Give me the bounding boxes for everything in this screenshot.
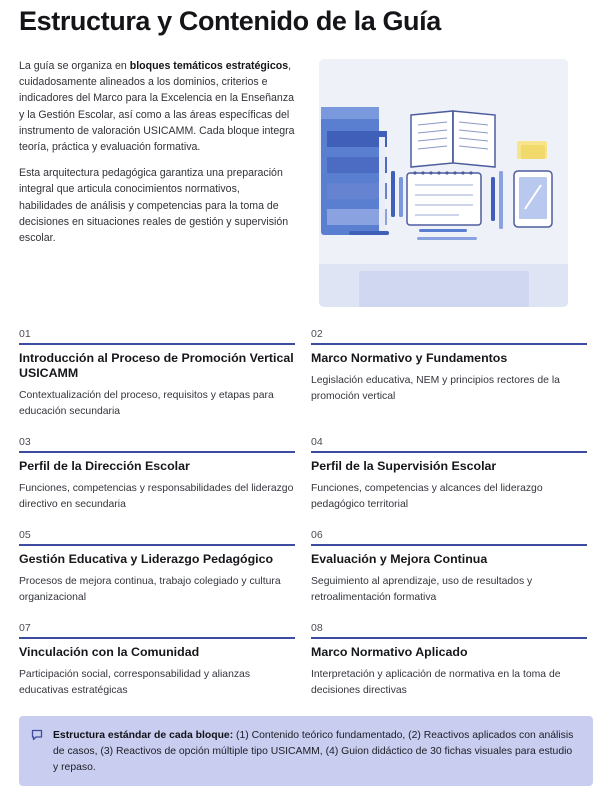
intro-p1-prefix: La guía se organiza en	[19, 60, 130, 72]
block-description: Funciones, competencias y alcances del liderazgo pedagógico territorial	[311, 483, 543, 510]
block-title: Marco Normativo y Fundamentos	[311, 351, 508, 365]
note-label: Estructura estándar de cada bloque:	[53, 730, 234, 741]
note-text: (1) Contenido teórico fundamentado, (2) Reactivos aplicados con análisis de casos, (3) Reactivos de opción múltiple tipo USICAMM, (4) Guion didáctico de 30 fichas visuales para estudio y repaso.	[53, 730, 574, 773]
block-description: Contextualización del proceso, requisitos y etapas para educación secundaria	[19, 390, 274, 417]
intro-paragraph-2: Esta arquitectura pedagógica garantiza una preparación integral que articula conocimientos normativos, habilidades de análisis y competencias para la toma de decisiones en situaciones reales de gestión y supervisión escolar.	[19, 167, 289, 245]
block-title: Gestión Educativa y Liderazgo Pedagógico	[19, 552, 274, 566]
block-card-6	[311, 529, 587, 605]
block-number: 04	[311, 436, 587, 453]
block-title: Perfil de la Dirección Escolar	[19, 459, 190, 473]
block-number: 03	[19, 436, 295, 453]
intro-paragraph-1	[19, 58, 295, 155]
block-card-7	[19, 622, 295, 698]
block-title: Evaluación y Mejora Continua	[311, 552, 488, 566]
desk-illustration	[319, 59, 568, 307]
block-number: 02	[311, 328, 587, 345]
desk-illustration-graphic	[319, 59, 568, 307]
block-number: 08	[311, 622, 587, 639]
block-card-5	[19, 529, 295, 605]
block-number: 06	[311, 529, 587, 546]
block-title: Perfil de la Supervisión Escolar	[311, 459, 497, 473]
comment-icon	[31, 729, 43, 741]
block-number: 01	[19, 328, 295, 345]
page-title: Estructura y Contenido de la Guía	[19, 6, 441, 36]
block-description: Interpretación y aplicación de normativa en la toma de decisiones directivas	[311, 669, 561, 696]
block-number: 05	[19, 529, 295, 546]
block-title: Marco Normativo Aplicado	[311, 645, 468, 659]
block-card-8	[311, 622, 587, 698]
block-description: Procesos de mejora continua, trabajo colegiado y cultura organizacional	[19, 576, 281, 603]
block-number: 07	[19, 622, 295, 639]
block-structure-note	[19, 716, 593, 786]
intro-text	[19, 58, 295, 256]
block-title: Vinculación con la Comunidad	[19, 645, 200, 659]
block-description: Funciones, competencias y responsabilidades del liderazgo directivo en secundaria	[19, 483, 294, 510]
intro-p1-bold: bloques temáticos estratégicos	[129, 60, 289, 72]
block-description: Legislación educativa, NEM y principios rectores de la promoción vertical	[311, 375, 560, 402]
block-description: Participación social, corresponsabilidad y alianzas educativas estratégicas	[19, 669, 251, 696]
block-card-1	[19, 328, 295, 419]
block-card-3	[19, 436, 295, 512]
block-description: Seguimiento al aprendizaje, uso de resultados y retroalimentación formativa	[311, 576, 533, 603]
block-card-4	[311, 436, 587, 512]
block-title: Introducción al Proceso de Promoción Vertical USICAMM	[19, 351, 294, 380]
block-card-2	[311, 328, 587, 404]
intro-p1-suffix: , cuidadosamente alineados a los dominios, criterios e indicadores del Marco para la Excelencia en la Enseñanza y la Gestión Escolar, así como a las áreas específicas del instrumento de valoración USICAMM. Cada bloque integra teoría, práctica y evaluación formativa.	[19, 60, 295, 154]
